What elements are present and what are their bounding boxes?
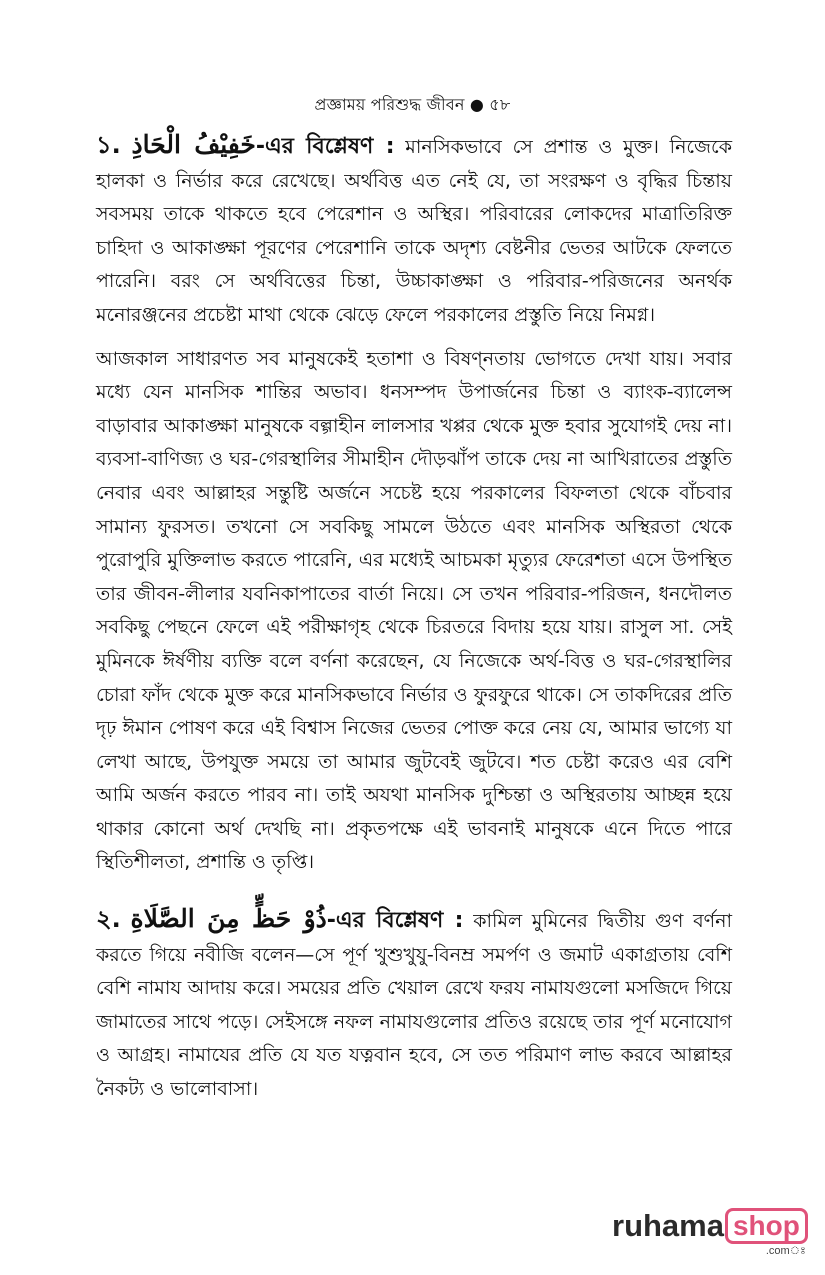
running-header: প্রজ্ঞাময় পরিশুদ্ধ জীবন ● ৫৮ — [314, 95, 511, 114]
section-1-paragraph — [96, 128, 732, 333]
section-2-arabic-term: ذُوْ حَظٍّ مِنَ الصَّلَاةِ — [130, 904, 327, 934]
section-1-body: মানসিকভাবে সে প্রশান্ত ও মুক্ত। নিজেকে হালকা ও নির্ভার করে রেখেছে। অর্থবিত্ত এত নেই যে, তা সংরক্ষণ ও বৃদ্ধির চিন্তায় সবসময় তাকে থাকতে হবে পেরেশান ও অস্থির। পরিবারের লোকদের মাত্রাতিরিক্ত চাহিদা ও আকাঙ্ক্ষা পূরণের পেরেশানি তাকে অদৃশ্য বেষ্টনীর ভেতর আটকে ফেলতে পারেনি। বরং সে অর্থবিত্তের চিন্তা, উচ্চাকাঙ্ক্ষা ও পরিবার-পরিজনের অনর্থক মনোরঞ্জনের প্রচেষ্টা মাথা থেকে ঝেড়ে ফেলে পরকালের প্রস্তুতি নিয়ে নিমগ্ন। — [96, 136, 732, 326]
section-1-arabic-term: خَفِيْفُ الْحَاذِ — [131, 130, 256, 159]
section-2-number: ২. — [96, 905, 121, 934]
page-body — [96, 128, 732, 1107]
section-1-heading: -এর বিশ্লেষণ : — [255, 134, 395, 159]
logo-ruhama-text: ruhama — [612, 1208, 724, 1243]
logo-shop-badge: shop — [725, 1208, 808, 1244]
section-2-body: কামিল মুমিনের দ্বিতীয় গুণ বর্ণনা করতে গিয়ে নবীজি বলেন—সে পূর্ণ খুশুখুযু-বিনম্র সমর্পণ ও জমাট একাগ্রতায় বেশি বেশি নামায আদায় করে। সময়ের প্রতি খেয়াল রেখে ফরয নামাযগুলো মসজিদে গিয়ে জামাতের সাথে পড়ে। সেইসঙ্গে নফল নামাযগুলোর প্রতিও রয়েছে তার পূর্ণ মনোযোগ ও আগ্রহ। নামাযের প্রতি যে যত যত্নবান হবে, সে তত পরিমাণ লাভ করবে আল্লাহর নৈকট্য ও ভালোবাসা। — [96, 910, 732, 1101]
section-2-paragraph — [96, 902, 732, 1107]
ruhamashop-logo — [612, 1208, 808, 1257]
section-2-heading: -এর বিশ্লেষণ : — [326, 908, 464, 934]
logo-domain-text: .comঃ — [765, 1245, 806, 1257]
body-paragraph-2: আজকাল সাধারণত সব মানুষকেই হতাশা ও বিষণ্নতায় ভোগতে দেখা যায়। সবার মধ্যে যেন মানসিক শান্তির অভাব। ধনসম্পদ উপার্জনের চিন্তা ও ব্যাংক-ব্যালেন্স বাড়াবার আকাঙ্ক্ষা মানুষকে বল্গাহীন লালসার খপ্পর থেকে মুক্ত হবার সুযোগই দেয় না। ব্যবসা-বাণিজ্য ও ঘর-গেরস্থালির সীমাহীন দৌড়ঝাঁপ তাকে দেয় না আখিরাতের প্রস্তুতি নেবার এবং আল্লাহর সন্তুষ্টি অর্জনে সচেষ্ট হয়ে পরকালের বিফলতা থেকে বাঁচবার সামান্য ফুরসত। তখনো সে সবকিছু সামলে উঠতে এবং মানসিক অস্থিরতা থেকে পুরোপুরি মুক্তিলাভ করতে পারেনি, এর মধ্যেই আচমকা মৃত্যুর ফেরেশতা এসে উপস্থিত তার জীবন-লীলার যবনিকাপাতের বার্তা নিয়ে। সে তখন পরিবার-পরিজন, ধনদৌলত সবকিছু পেছনে ফেলে এই পরীক্ষাগৃহ থেকে চিরতরে বিদায় হয়ে যায়। রাসুল সা. সেই মুমিনকে ঈর্ষণীয় ব্যক্তি বলে বর্ণনা করেছেন, যে নিজেকে অর্থ-বিত্ত ও ঘর-গেরস্থালির চোরা ফাঁদ থেকে মুক্ত করে মানসিকভাবে নির্ভার ও ফুরফুরে থাকে। সে তাকদিরের প্রতি দৃঢ় ঈমান পোষণ করে এই বিশ্বাস নিজের ভেতর পোক্ত করে নেয় যে, আমার ভাগ্যে যা লেখা আছে, উপযুক্ত সময়ে তা আমার জুটবেই জুটবে। শত চেষ্টা করেও এর বেশি আমি অর্জন করতে পারব না। তাই অযথা মানসিক দুশ্চিন্তা ও অস্থিরতায় আচ্ছন্ন হয়ে থাকার কোনো অর্থ দেখছি না। প্রকৃতপক্ষে এই ভাবনাই মানুষকে এনে দিতে পারে স্থিতিশীলতা, প্রশান্তি ও তৃপ্তি। — [96, 347, 732, 874]
section-1-number: ১. — [96, 131, 121, 159]
